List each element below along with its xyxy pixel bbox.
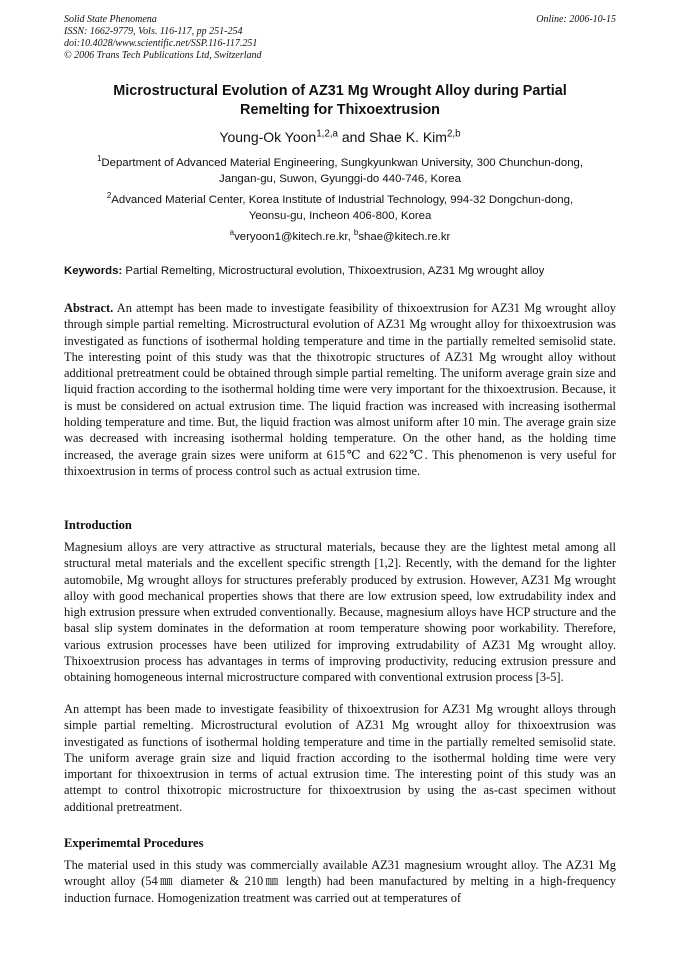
affiliation-2-line-1: Advanced Material Center, Korea Institute of Industrial Technology, 994-32 Dongchun-dong, [111,194,574,206]
affiliation-2-line-2: Yeonsu-gu, Incheon 406-800, Korea [248,210,432,222]
email-b: shae@kitech.re.kr [358,231,451,243]
email-a-sup: a [229,228,235,238]
author-2: Shae K. Kim [369,129,447,145]
author-2-sup: 2,b [446,128,461,140]
online-date: Online: 2006-10-15 [536,14,616,25]
abstract-text: An attempt has been made to investigate feasibility of thixoextrusion for AZ31 Mg wrought alloy through simple partial remelting. Microstructural evolution of AZ31 Mg wrought alloy for thixoextrusion was investigated as functions of isothermal holding temperature and time in the partially remelted semisolid state. The interesting point of this study was that the thixotropic structures of AZ31 Mg wrought alloy without additional pretreatment could be obtained through simple partial remelting. The uniform average grain size and liquid fraction according to the isothermal holding time were very important for the thixoextrusion. Because, it is must be considered on actual extrusion time. The liquid fraction was increased with increasing isothermal holding temperature and time. But, the liquid fraction was almost uniform after 10 min. The average grain size was decreased with increasing isothermal holding temperature. On the other hand, as the holding time increased, the average grain sizes were uniform at 615℃ and 622℃. This phenomenon is very useful for thixoextrusion in terms of process control such as actual extrusion time. [64,301,616,478]
introduction-paragraph-1: Magnesium alloys are very attractive as structural materials, because they are the lightest metal among all structural metal materials and the excellent specific strength [1,2]. Recently, with the demand for the lighter automobile, Mg wrought alloys for structures preferably produced by extrusion. However, AZ31 Mg wrought alloy with good mechanical properties shows that there are low extrusion speed, low extrudability index and high extrusion pressure when extruded conventionally. Because, magnesium alloys have HCP structure and the basal slip system dominates in the deformation at room temperature showing poor workability. Therefore, various extrusion processes have been utilized for improving extrudability of AZ31 Mg wrought alloy. Thixoextrusion process has advantages in terms of improving productivity, reducing extrusion pressure and obtaining homogeneous internal microstructure compared with conventional extrusion process [3-5]. [64,540,616,685]
title-line-1: Microstructural Evolution of AZ31 Mg Wrought Alloy during Partial [113,83,567,99]
experimental-heading: Experimemtal Procedures [64,836,204,850]
author-1-sup: 1,2,a [316,128,338,140]
affiliation-1 [64,155,616,187]
affiliation-1-line-1: Department of Advanced Material Engineering, Sungkyunkwan University, 300 Chunchun-dong, [101,157,584,169]
abstract [64,300,616,479]
email-line [64,229,616,245]
affiliation-1-line-2: Jangan-gu, Suwon, Gyunggi-do 440-746, Korea [219,173,461,185]
journal-name: Solid State Phenomena [64,14,157,25]
author-list [64,128,616,146]
affiliation-2 [64,192,616,224]
keywords [64,264,616,279]
email-a: veryoon1@kitech.re.kr, [234,231,354,243]
email-b-sup: b [353,228,359,238]
doi-line: doi:10.4028/www.scientific.net/SSP.116-117.251 [64,38,258,49]
experimental-paragraph-1: The material used in this study was commercially available AZ31 magnesium wrought alloy. The AZ31 Mg wrought alloy (54㎜ diameter & 210㎜ length) had been manufactured by melting in a high-frequency induction furnace. Homogenization treatment was carried out at temperatures of [64,858,616,905]
introduction-heading: Introduction [64,518,132,532]
abstract-label: Abstract. [64,301,114,315]
affiliation-2-sup: 2 [106,191,112,201]
keywords-label: Keywords: [64,265,123,277]
author-conj: and [338,129,370,145]
paper-title [64,82,616,120]
introduction-paragraph-2: An attempt has been made to investigate feasibility of thixoextrusion for AZ31 Mg wrought alloys through simple partial remelting. Microstructural evolution of AZ31 Mg wrought alloy for thixoextrusion was investigated as functions of isothermal holding temperature and time in the partially remelted semisolid state. The uniform average grain size and liquid fraction according to the isothermal holding time were very important for thixoextrusion in terms of actual extrusion time. The interesting point of this study was an attempt to control thixotropic microstructure for thixoextrusion by using the as-cast specimen without additional pretreatment. [64,702,616,814]
issn-line: ISSN: 1662-9779, Vols. 116-117, pp 251-254 [64,26,243,37]
author-1: Young-Ok Yoon [219,129,317,145]
keywords-text: Partial Remelting, Microstructural evolution, Thixoextrusion, AZ31 Mg wrought alloy [122,265,545,277]
affiliation-1-sup: 1 [96,154,102,164]
title-line-2: Remelting for Thixoextrusion [240,102,440,118]
journal-header [64,14,616,62]
copyright-line: © 2006 Trans Tech Publications Ltd, Switzerland [64,50,262,61]
